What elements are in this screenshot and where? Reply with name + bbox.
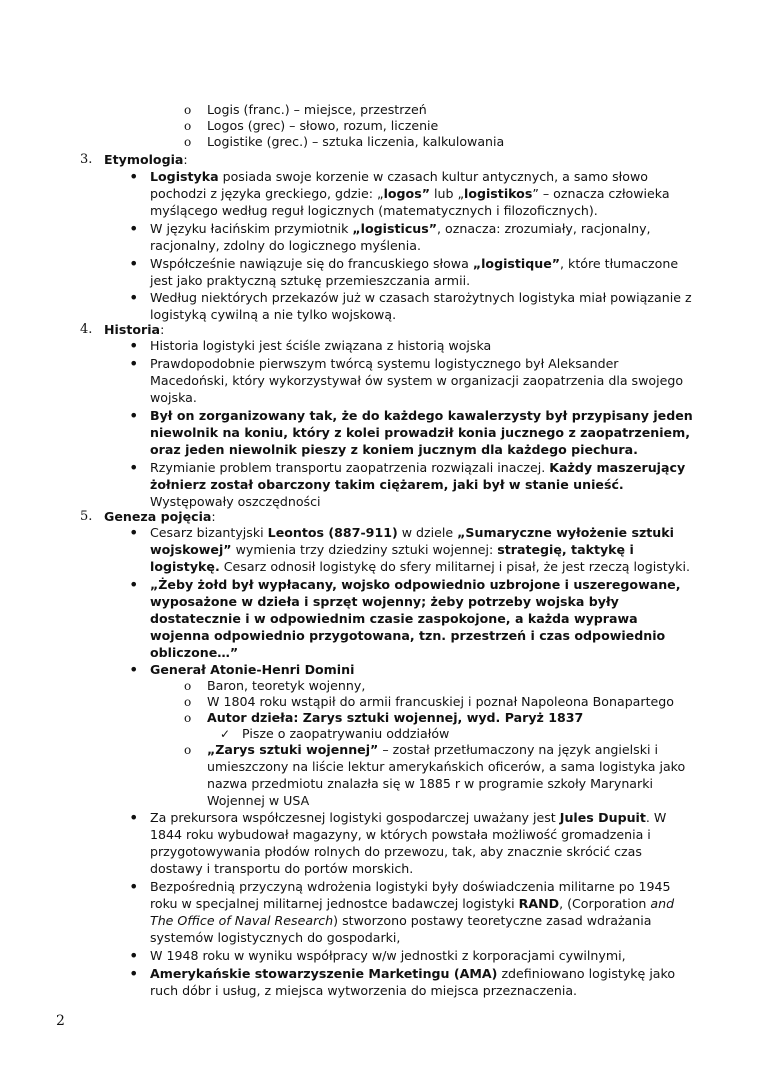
sub-bullet-icon: o <box>184 135 192 149</box>
bullet-icon: • <box>129 964 139 983</box>
check-item: Pisze o zaopatrywaniu oddziałów <box>242 726 450 741</box>
sublist-item: Logistike (grec.) – sztuka liczenia, kalkulowania <box>207 134 505 149</box>
sub-bullet-icon: o <box>184 119 192 133</box>
list-item-line: racjonalny, zdolny do logicznego myślenia. <box>150 238 422 253</box>
list-item: Był on zorganizowany tak, że do każdego kawalerzysty był przypisany jeden <box>150 408 693 423</box>
bullet-icon: • <box>129 877 139 896</box>
bullet-icon: • <box>129 336 139 355</box>
list-item-line: pochodzi z języka greckiego, gdzie: „logos” lub „logistikos” – oznacza człowieka <box>150 186 670 201</box>
list-item: Według niektórych przekazów już w czasach starożytnych logistyka miał powiązanie z <box>150 290 692 305</box>
bullet-icon: • <box>129 575 139 594</box>
list-item: Logistyka posiada swoje korzenie w czasach kultur antycznych, a samo słowo <box>150 169 648 184</box>
list-item-line: logistykę. Cesarz odnosił logistykę do sfery militarnej i pisał, że jest rzeczą logistyki. <box>150 559 690 574</box>
sub-bullet-icon: o <box>184 103 192 117</box>
list-item-line: wojska. <box>150 390 197 405</box>
bullet-icon: • <box>129 808 139 827</box>
list-item-line: Macedoński, który wykorzystywał ów system w organizacji zaopatrzenia dla swojego <box>150 373 684 388</box>
list-item-line: żołnierz został obarczony takim ciężarem, jaki był w stanie unieść. <box>150 477 624 492</box>
list-item-line: oraz jeden niewolnik pieszy z koniem jucznym dla każdego piechura. <box>150 442 638 457</box>
list-item: W 1948 roku w wyniku współpracy w/w jednostki z korporacjami cywilnymi, <box>150 948 626 963</box>
list-item-line: myślącego według reguł logicznych (matematycznych i filozoficznych). <box>150 203 598 218</box>
sublist-item-line: umieszczony na liście lektur amerykańskich oficerów, a sama logistyka jako <box>207 759 686 774</box>
list-item: Cesarz bizantyjski Leontos (887-911) w dziele „Sumaryczne wyłożenie sztuki <box>150 525 674 540</box>
sublist-item: „Zarys sztuki wojennej” – został przetłumaczony na język angielski i <box>207 742 659 757</box>
sub-bullet-icon: o <box>184 711 192 725</box>
list-item: Prawdopodobnie pierwszym twórcą systemu logistycznego był Aleksander <box>150 356 619 371</box>
list-item-line: niewolnik na koniu, który z kolei prowadził konia jucznego z zaopatrzeniem, <box>150 425 690 440</box>
list-item: Generał Atonie-Henri Domini <box>150 662 355 677</box>
page-number: 2 <box>56 1013 65 1029</box>
sub-bullet-icon: o <box>184 743 192 757</box>
sub-bullet-icon: o <box>184 679 192 693</box>
bullet-icon: • <box>129 523 139 542</box>
sublist-item-line: nazwa przedmiotu znalazła się w 1885 r w programie szkoły Marynarki <box>207 776 653 791</box>
sublist-item: Baron, teoretyk wojenny, <box>207 678 366 693</box>
list-item-line: systemów logistycznych do gospodarki, <box>150 930 401 945</box>
bullet-icon: • <box>129 458 139 477</box>
list-item-line: jest jako praktyczną sztukę przemieszczania armii. <box>150 273 471 288</box>
list-item: „Żeby żołd był wypłacany, wojsko odpowiednio uzbrojone i uszeregowane, <box>150 577 681 592</box>
list-item-line: wojskowej” wymienia trzy dziedziny sztuki wojennej: strategię, taktykę i <box>150 542 634 557</box>
list-item: Historia logistyki jest ściśle związana z historią wojska <box>150 338 492 353</box>
list-item-line: roku w specjalnej militarnej jednostce badawczej logistyki RAND, (Corporation and <box>150 896 675 911</box>
list-item: Za prekursora współczesnej logistyki gospodarczej uważany jest Jules Dupuit. W <box>150 810 667 825</box>
list-item-line: przygotowywania płodów rolnych do przewozu, tak, aby znacznie skrócić czas <box>150 844 642 859</box>
bullet-icon: • <box>129 660 139 679</box>
section-heading: Historia: <box>104 322 165 337</box>
sublist-item: Logos (grec) – słowo, rozum, liczenie <box>207 118 439 133</box>
list-item-line: wojenna odpowiednio przygotowana, tzn. przestrzeń i czas odpowiednio <box>150 628 666 643</box>
sublist-item: Logis (franc.) – miejsce, przestrzeń <box>207 102 427 117</box>
bullet-icon: • <box>129 219 139 238</box>
list-item-line: The Office of Naval Research) stworzono postawy teoretyczne zasad wdrażania <box>150 913 652 928</box>
section-heading: Geneza pojęcia: <box>104 509 216 524</box>
bullet-icon: • <box>129 167 139 186</box>
sublist-item-line: Wojennej w USA <box>207 793 310 808</box>
sublist-item: Autor dzieła: Zarys sztuki wojennej, wyd. Paryż 1837 <box>207 710 584 725</box>
list-item: Rzymianie problem transportu zaopatrzenia rozwiązali inaczej. Każdy maszerujący <box>150 460 686 475</box>
section-number: 3. <box>80 152 93 167</box>
bullet-icon: • <box>129 354 139 373</box>
list-item: Bezpośrednią przyczyną wdrożenia logistyki były doświadczenia militarne po 1945 <box>150 879 671 894</box>
section-number: 4. <box>80 322 93 337</box>
bullet-icon: • <box>129 946 139 965</box>
list-item-line: 1844 roku wybudował magazyny, w których powstała możliwość gromadzenia i <box>150 827 651 842</box>
sub-bullet-icon: o <box>184 695 192 709</box>
list-item-line: ruch dóbr i usług, z miejsca wytworzenia do miejsca przeznaczenia. <box>150 983 578 998</box>
list-item: Współcześnie nawiązuje się do francuskiego słowa „logistique”, które tłumaczone <box>150 256 679 271</box>
bullet-icon: • <box>129 406 139 425</box>
bullet-icon: • <box>129 288 139 307</box>
list-item-line: dostatecznie i w odpowiednim czasie zaspokojone, a każda wyprawa <box>150 611 638 626</box>
section-heading: Etymologia: <box>104 152 188 167</box>
list-item-line: Występowały oszczędności <box>150 494 321 509</box>
list-item-line: wyposażone w dzieła i sprzęt wojenny; żeby potrzeby wojska były <box>150 594 619 609</box>
sublist-item: W 1804 roku wstąpił do armii francuskiej i poznał Napoleona Bonapartego <box>207 694 674 709</box>
bullet-icon: • <box>129 254 139 273</box>
list-item-line: dostawy i transportu do portów morskich. <box>150 861 414 876</box>
section-number: 5. <box>80 509 93 524</box>
list-item-line: obliczone…” <box>150 645 239 660</box>
list-item: Amerykańskie stowarzyszenie Marketingu (AMA) zdefiniowano logistykę jako <box>150 966 676 981</box>
list-item-line: logistyką cywilną a nie tylko wojskową. <box>150 307 397 322</box>
checkmark-icon: ✓ <box>220 727 231 741</box>
list-item: W języku łacińskim przymiotnik „logisticus”, oznacza: zrozumiały, racjonalny, <box>150 221 651 236</box>
